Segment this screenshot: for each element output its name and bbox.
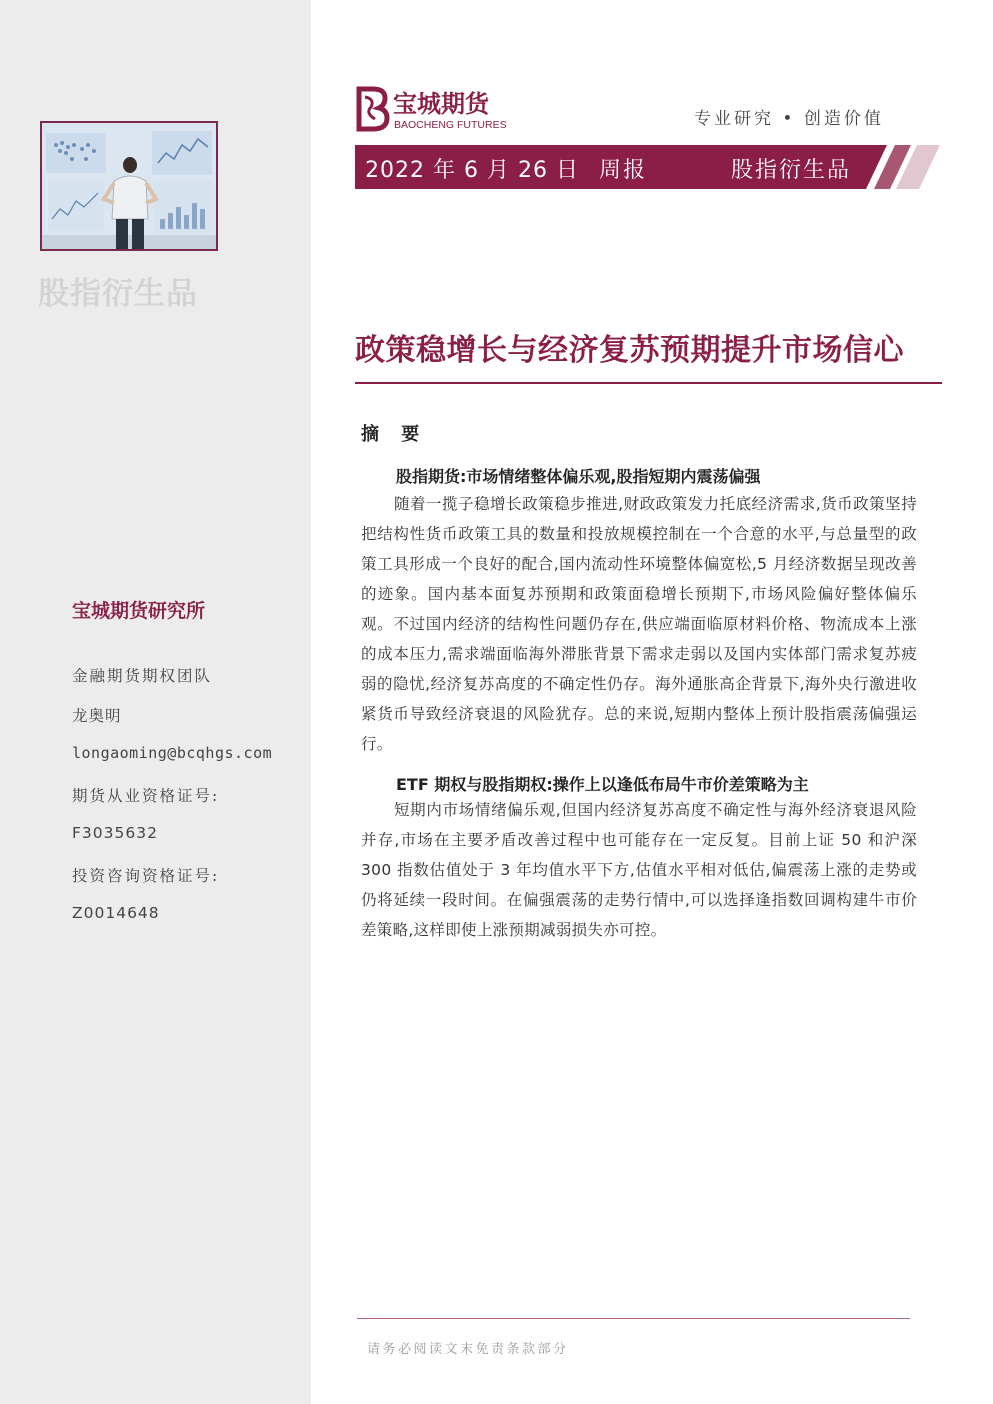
brand-slogan: 专业研究 • 创造价值 (694, 109, 884, 129)
invest-cert-label: 投资咨询资格证号: (72, 867, 220, 885)
futures-cert-label: 期货从业资格证号: (72, 787, 220, 805)
invest-cert-number: Z0014648 (72, 904, 160, 922)
team-name: 金融期货期权团队 (72, 667, 213, 685)
report-category: 股指衍生品 (731, 158, 852, 183)
brand-name-cn: 宝城期货 (393, 90, 489, 118)
sidebar (0, 0, 311, 1404)
futures-cert-number: F3035632 (72, 824, 158, 842)
brand-logo (355, 85, 530, 133)
cover-image (40, 121, 218, 251)
report-date: 2022 年 6 月 26 日 (365, 158, 579, 183)
footer-divider (357, 1318, 910, 1319)
paragraph-index-futures: 随着一揽子稳增长政策稳步推进,财政政策发力托底经济需求,货币政策坚持把结构性货币政策工具的数量和投放规模控制在一个合意的水平,与总量型的政策工具形成一个良好的配合,国内流动性环境整体偏宽松,5 月经济数据呈现改善的迹象。国内基本面复苏预期和政策面稳增长预期下,市场风险偏好整体偏乐观。不过国内经济的结构性问题仍存在,供应端面临原材料价格、物流成本上涨的成本压力,需求端面临海外滞胀背景下需求走弱以及国内实体部门需求复苏疲弱的隐忧,经济复苏高度的不确定性仍存。海外通胀高企背景下,海外央行激进收紧货币导致经济衰退的风险犹存。总的来说,短期内整体上预计股指震荡偏强运行。 (361, 495, 917, 753)
report-type: 周报 (599, 158, 648, 183)
brand-name-en: BAOCHENG FUTURES (394, 119, 507, 131)
disclaimer-note: 请务必阅读文末免责条款部分 (367, 1342, 569, 1357)
abstract-label: 摘 要 (361, 424, 428, 445)
title-divider (355, 382, 942, 384)
section-heading-options: ETF 期权与股指期权:操作上以逢低布局牛市价差策略为主 (396, 775, 809, 794)
section-heading-index-futures: 股指期货:市场情绪整体偏乐观,股指短期内震荡偏强 (396, 467, 761, 486)
report-title: 政策稳增长与经济复苏预期提升市场信心 (355, 333, 904, 368)
report-header-bar (355, 145, 940, 189)
sidebar-category: 股指衍生品 (38, 276, 198, 312)
research-institute: 宝城期货研究所 (72, 600, 206, 622)
paragraph-options: 短期内市场情绪偏乐观,但国内经济复苏高度不确定性与海外经济衰退风险并存,市场在主要矛盾改善过程中也可能存在一定反复。目前上证 50 和沪深 300 指数估值处于 3 年均值水平下方,估值水平相对低估,偏震荡上涨的走势或仍将延续一段时间。在偏强震荡的走势行情中,可以选择逢指数回调构建牛市价差策略,这样即使上涨预期减弱损失亦可控。 (361, 801, 917, 939)
author-name: 龙奥明 (72, 707, 122, 725)
author-email: longaoming@bcqhgs.com (72, 744, 273, 762)
